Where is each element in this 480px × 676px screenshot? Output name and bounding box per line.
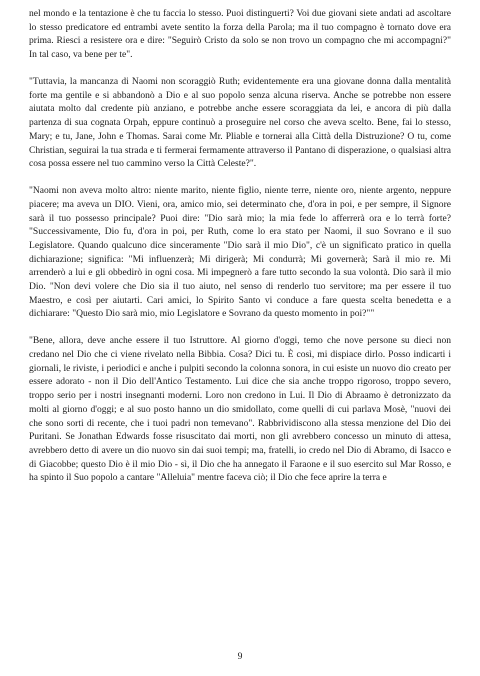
paragraph-2: "Tuttavia, la mancanza di Naomi non scoraggiò Ruth; evidentemente era una giovane donna dalla mentalità forte ma gentile e si abbandonò a Dio e al suo popolo senza alcuna riserva. Anche se potrebbe non essere aiutata molto dal credente più anziano, e potrebbe anche essere scoraggiata da lei, e ancora di più dalla partenza di sua cognata Orpah, eppure continuò a proseguire nel corso che aveva scelto. Bene, fai lo stesso, Mary; e tu, Jane, John e Thomas. Sarai come Mr. Pliable e tornerai alla Città della Distruzione? O tu, come Christian, seguirai la tua strada e ti fermerai fermamente attraverso il Pantano di disperazione, o qualsiasi altra cosa possa essere nel tuo cammino verso la Città Celeste?". [29,76,451,170]
paragraph-spacer [29,321,451,334]
paragraph-spacer [29,171,451,184]
paragraph-4: "Bene, allora, deve anche essere il tuo Istruttore. Al giorno d'oggi, temo che nove persone su dieci non credano nel Dio che ci viene rivelato nella Bibbia. Cosa? Dici tu. È così, mi dispiace dirlo. Posso indicarti i giornali, le riviste, i periodici e anche i pulpiti secondo la colonna sonora, in cui esiste un nuovo dio creato per essere adorato - non il Dio dell'Antico Testamento. Lui dice che sia anche troppo rigoroso, troppo severo, troppo serio per i nostri insegnanti moderni. Loro non credono in Lui. Il Dio di Abraamo è detronizzato da molti al giorno d'oggi; e al suo posto hanno un dio smidollato, come quelli di cui parlava Mosè, "nuovi dei che sono sorti di recente, che i tuoi padri non temevano". Rabbrividiscono alla stessa menzione del Dio dei Puritani. Se Jonathan Edwards fosse risuscitato dai morti, non gli avrebbero concesso un minuto di attesa, avrebbero detto di avere un dio nuovo sin dai suoi tempi; ma, fratelli, io credo nel Dio di Abramo, di Isacco e di Giacobbe; questo Dio è il mio Dio - sì, il Dio che ha annegato il Faraone e il suo esercito sul Mar Rosso, e ha spinto il Suo popolo a cantare "Alleluia" mentre faceva ciò; il Dio che fece aprire la terra e [29,335,451,484]
paragraph-spacer [29,62,451,75]
paragraph-3: "Naomi non aveva molto altro: niente marito, niente figlio, niente terre, niente oro, niente argento, neppure piacere; ma aveva un DIO. Vieni, ora, amico mio, sei determinato che, d'ora in poi, e per sempre, il Signore sarà il tuo possesso principale? Puoi dire: "Dio sarà mio; la mia fede lo afferrerà ora e lo terrà forte? "Successivamente, Dio fu, d'ora in poi, per Ruth, come lo era stato per Naomi, il suo Sovrano e il suo Legislatore. Quando qualcuno dice sinceramente "Dio sarà il mio Dio", c'è un significato pratico in quella dichiarazione; significa: "Mi influenzerà; Mi dirigerà; Mi condurrà; Mi governerà; Sarà il mio re. Mi arrenderò a lui e gli obbedirò in ogni cosa. Mi impegnerò a fare tutto secondo la sua volontà. Dio sarà il mio Dio. "Non devi volere che Dio sia il tuo aiuto, nel senso di renderlo tuo servitore; ma per essere il tuo Maestro, e così per aiutarti. Cari amici, lo Spirito Santo vi conduce a fare questa scelta benedetta e a dichiarare: "Questo Dio sarà mio, mio Legislatore e Sovrano da questo momento in poi?"" [29,185,451,320]
paragraph-1: nel mondo e la tentazione è che tu faccia lo stesso. Puoi distinguerti? Voi due giovani siete andati ad ascoltare lo stesso predicatore ed entrambi avete sentito la forza della Parola; ma il tuo compagno è tornato dove era prima. Riesci a resistere ora e dire: "Seguirò Cristo da solo se non trovo un compagno che mi accompagni?" In tal caso, va bene per te". [29,8,451,61]
page-number: 9 [237,651,243,662]
